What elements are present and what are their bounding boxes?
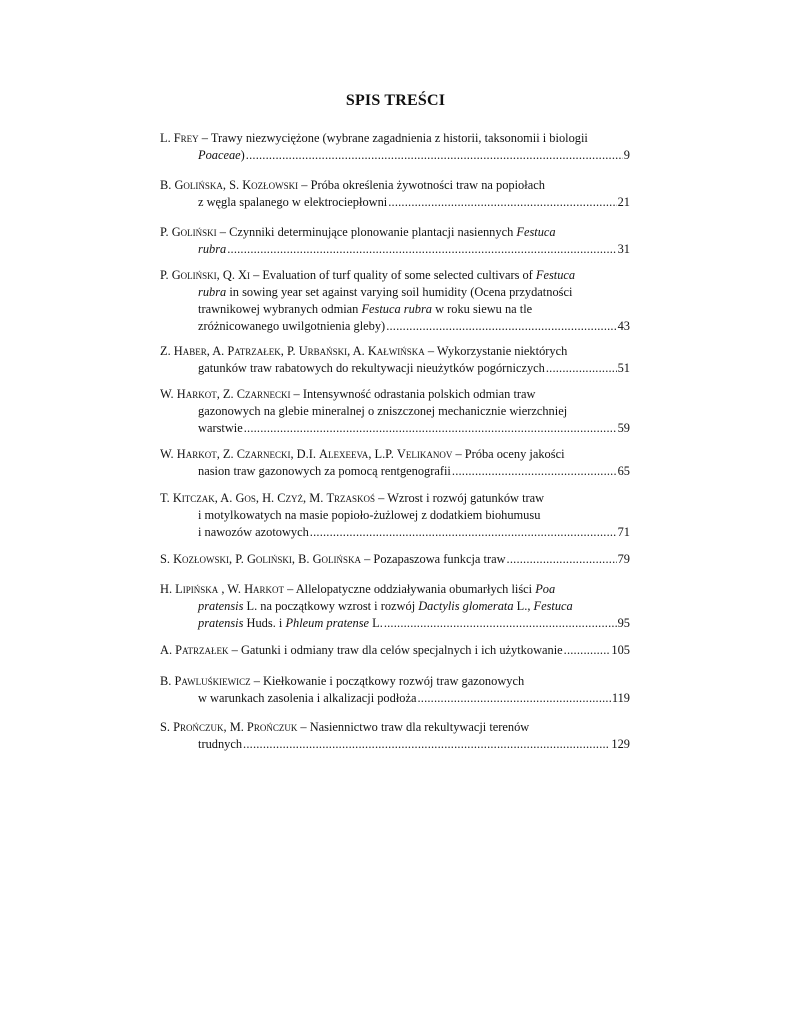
author-name: Czyż [277,491,304,505]
toc-entry [160,224,630,258]
toc-entry-text: i motylkowatych na masie popioło-żużlowej z dodatkiem biohumusu [198,508,541,522]
page-title: SPIS TREŚCI [345,92,446,109]
dot-leader [564,642,611,659]
toc-entry-text: trawnikowej wybranych odmian Festuca rubra w roku siewu na tle [198,302,533,316]
toc-entry [160,386,630,437]
toc-entry-line [160,673,630,690]
dot-leader [243,736,610,753]
author-name: Kitczak [172,491,215,505]
toc-entry-text: warstwie [198,421,243,435]
dot-leader [384,615,617,632]
toc-entry-line [160,318,630,335]
toc-entry-line [160,420,630,437]
toc-entry-line [160,130,630,147]
author-name: Golińska [174,178,223,192]
toc-entry-text: H. Lipińska , W. Harkot – Allelopatyczne oddziaływania obumarłych liści Poa [160,582,556,596]
author-name: Golińska [312,552,362,566]
species-name: pratensis [198,616,244,630]
toc-entry-text: W. Harkot, Z. Czarnecki – Intensywność odrastania polskich odmian traw [160,387,536,401]
page-number: 21 [617,195,630,209]
author-name: Pawluśkiewicz [174,674,251,688]
toc-entry-line [160,507,630,524]
toc-entry-text: gazonowych na glebie mineralnej o zniszczonej mechanicznie wierzchniej [198,404,568,418]
author-name: Goliński [171,268,217,282]
author-name: Velikanov [396,447,453,461]
toc-entry-line [160,386,630,403]
toc-entry-line [160,403,630,420]
toc-entry-line [160,690,630,707]
author-name: Kozłowski [242,178,299,192]
toc-entry-text: rubra in sowing year set against varying soil humidity (Ocena przydatności [198,285,573,299]
toc-entry [160,343,630,377]
toc-entry-line [160,194,630,211]
toc-entry-text: gatunków traw rabatowych do rekultywacji nieużytków pogórniczych [198,361,545,375]
toc-entry-text: pratensis L. na początkowy wzrost i rozwój Dactylis glomerata L., Festuca [198,599,573,613]
species-name: Festuca [533,599,573,613]
species-name: Festuca [535,268,576,282]
toc-entry-line [160,241,630,258]
toc-entry-line [160,284,630,301]
species-name: rubra [198,285,227,299]
dot-leader [417,690,610,707]
author-name: Gos [235,491,256,505]
author-name: Lipińska [175,582,219,596]
page-number: 43 [617,319,630,333]
dot-leader [244,420,617,437]
toc-entry [160,490,630,541]
author-name: Urbański [298,344,348,358]
author-name: Harkot [244,582,285,596]
author-name: Patrzałek [227,344,281,358]
author-name: Trzaskoś [326,491,376,505]
page-number: 9 [623,148,630,162]
species-name: rubra [198,242,227,256]
toc-entry-text: S. Prończuk, M. Prończuk – Nasiennictwo traw dla rekultywacji terenów [160,720,530,734]
toc-entry-line [160,267,630,284]
page-number: 105 [611,643,630,657]
toc-entry-text: i nawozów azotowych [198,525,309,539]
dot-leader [452,463,617,480]
toc-entry-text: z węgla spalanego w elektrociepłowni [198,195,388,209]
species-name: Poaceae [198,148,241,162]
toc-entry-text: P. Goliński, Q. Xi – Evaluation of turf quality of some selected cultivars of Festuca [160,268,576,282]
toc-entry [160,642,630,659]
toc-entry-line [160,490,630,507]
toc-entry [160,267,630,335]
author-name: Goliński [171,225,217,239]
toc-entry-line [160,615,630,632]
toc-entry-text: P. Goliński – Czynniki determinujące plonowanie plantacji nasiennych Festuca [160,225,556,239]
toc-entry [160,581,630,632]
toc-entry [160,130,630,164]
toc-entry-line [160,224,630,241]
author-name: Prończuk [246,720,298,734]
author-name: Haber [173,344,207,358]
toc-entry-line [160,463,630,480]
toc-entry-line [160,177,630,194]
dot-leader [310,524,617,541]
species-name: Festuca rubra [361,302,433,316]
author-name: Harkot [176,447,217,461]
toc-entry-text: trudnych [198,737,243,751]
toc-entry [160,177,630,211]
author-name: Alexeeva [319,447,369,461]
author-name: Kozłowski [173,552,230,566]
toc-entry [160,719,630,753]
page-number: 59 [617,421,630,435]
toc-entry-line [160,360,630,377]
toc-entry-text: T. Kitczak, A. Gos, H. Czyż, M. Trzaskoś – Wzrost i rozwój gatunków traw [160,491,545,505]
toc-entry-text: B. Golińska, S. Kozłowski – Próba określenia żywotności traw na popiołach [160,178,545,192]
toc-entry [160,446,630,480]
page-number: 79 [617,552,630,566]
page-number: 129 [611,737,630,751]
toc-entry-text: w warunkach zasolenia i alkalizacji podłoża [198,691,417,705]
page-number: 65 [617,464,630,478]
dot-leader [546,360,617,377]
toc-entry-text: Z. Haber, A. Patrzałek, P. Urbański, A. Kałwińska – Wykorzystanie niektórych [160,344,568,358]
species-name: Festuca [516,225,556,239]
page-number: 95 [617,616,630,630]
toc-entry-text: zróżnicowanego uwilgotnienia gleby) [198,319,386,333]
toc-entry-text: nasion traw gazonowych za pomocą rentgenografii [198,464,451,478]
author-name: Kałwińska [367,344,425,358]
toc-entry-line [160,736,630,753]
species-name: Phleum pratense [285,616,370,630]
species-name: Dactylis glomerata [418,599,514,613]
dot-leader [386,318,616,335]
toc-entry-line [160,598,630,615]
toc-entry-text: S. Kozłowski, P. Goliński, B. Golińska – Pozapaszowa funkcja traw [160,552,506,566]
author-name: Harkot [176,387,217,401]
author-name: Goliński [246,552,292,566]
dot-leader [227,241,616,258]
toc-entry [160,673,630,707]
toc-entry-text: W. Harkot, Z. Czarnecki, D.I. Alexeeva, L.P. Velikanov – Próba oceny jakości [160,447,565,461]
species-name: Poa [535,582,556,596]
author-name: Czarnecki [236,447,291,461]
toc-entry-text: A. Patrzałek – Gatunki i odmiany traw dla celów specjalnych i ich użytkowanie [160,643,563,657]
dot-leader [246,147,623,164]
toc-entry-line [160,147,630,164]
toc-entry-line [160,524,630,541]
toc-entry-line [160,642,630,659]
page-number: 119 [611,691,630,705]
toc-entry-text: Poaceae) [198,148,245,162]
toc-entry-line [160,446,630,463]
page-number: 51 [617,361,630,375]
author-name: Xi [238,268,250,282]
author-name: Czarnecki [236,387,291,401]
toc-entry-text: pratensis Huds. i Phleum pratense L. [198,616,383,630]
page-number: 31 [617,242,630,256]
author-name: Prończuk [173,720,224,734]
toc-entry-text: L. Frey – Trawy niezwyciężone (wybrane zagadnienia z historii, taksonomii i biologii [160,131,588,145]
toc-entry-line [160,581,630,598]
toc-entry-line [160,301,630,318]
dot-leader [388,194,616,211]
toc-entry-line [160,551,630,568]
toc-entry-line [160,343,630,360]
page-number: 71 [617,525,630,539]
toc-entry-line [160,719,630,736]
toc-entry-text [198,241,226,258]
author-name: Patrzałek [175,643,229,657]
dot-leader [507,551,617,568]
author-name: Frey [173,131,199,145]
toc-entry-text: B. Pawluśkiewicz – Kiełkowanie i początkowy rozwój traw gazonowych [160,674,525,688]
species-name: pratensis [198,599,244,613]
toc-entry [160,551,630,568]
